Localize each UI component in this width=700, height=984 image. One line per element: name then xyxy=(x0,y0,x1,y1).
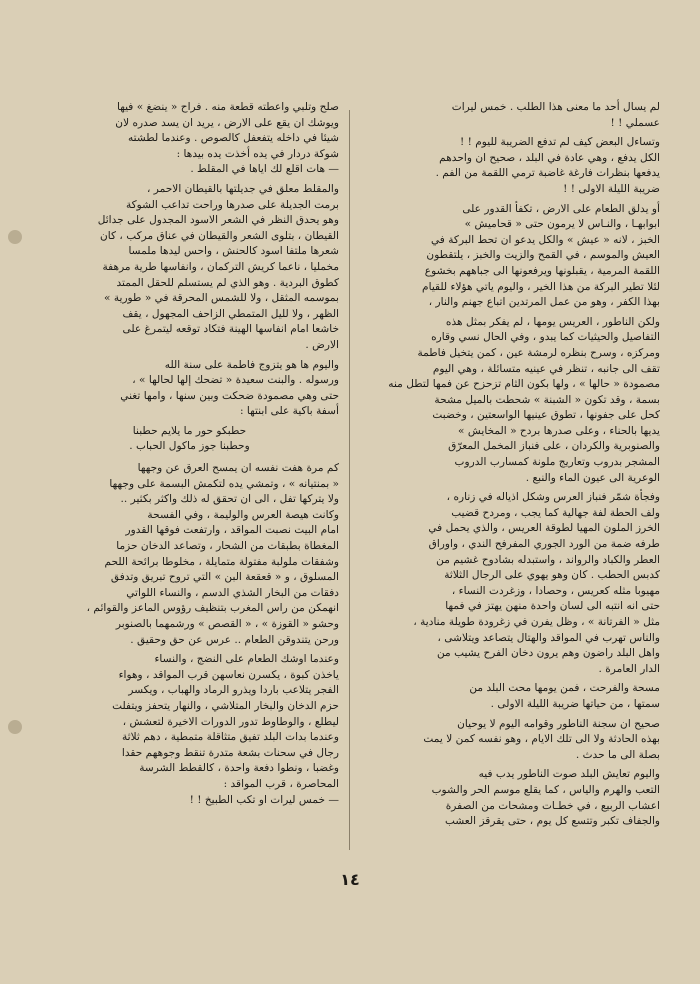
text-line: « بمنتيانه » ، وتمشي يده لتكمش البسمة على وجهها xyxy=(109,477,339,490)
text-line: ولا يتركها تفل ، الى ان تحقق له ذلك واكثر بكثير .. xyxy=(120,493,339,506)
text-line: حتى وهي مصمودة ضحكت وبين سنها ، وامها تغني xyxy=(120,389,339,402)
text-line: وشفقات ملولبة مفتولة متمايلة ، مخلوطا برائحة اللحم xyxy=(104,555,339,568)
text-line: وهو يحدق النظر في الشعر الاسود المجدول على جدائل xyxy=(97,214,339,227)
text-line: كدبس الحطب . كان وهو يهوي على الرجال الثلاثة xyxy=(444,569,660,582)
text-line: ورسوله . والبنت سعيدة « تضحك إلها لحالها » ، xyxy=(132,374,339,387)
text-line: حتى انه انتبه الى لسان واحدة منهن يهتز في فمها xyxy=(445,600,660,613)
text-line: المسلوق ، و « قعقعة البن » التي تروح تبريق وتدفق xyxy=(110,571,339,584)
text-line: والمقلط معلق في جديلتها بالقيطان الاحمر ، xyxy=(146,182,339,195)
text-line: بهذه الحادثة ولا الى تلك الايام ، وهو نفسه كمن لا يمت xyxy=(423,733,660,746)
right-column xyxy=(40,100,339,834)
text-line: مخمليا ، ناعما كريش التركمان ، وانفاسها طرية مرهفة xyxy=(102,260,339,273)
text-line: ضريبة الليلة الاولى ! ! xyxy=(563,182,660,195)
column-divider xyxy=(349,110,350,850)
text-line: واليوم تعايش البلد صوت الناطور يدب فيه xyxy=(478,768,660,781)
text-line: واليوم ها هو يتزوج فاطمة على سنة الله xyxy=(164,358,339,371)
text-line: سمتها ، من حياتها ضريبة الليلة الاولى . xyxy=(490,697,660,710)
text-line: ابوابهـا ، والنـاس لا يرمون حتى « قحاميش » xyxy=(464,218,660,231)
paragraph xyxy=(361,135,660,197)
paragraph xyxy=(40,461,339,648)
paragraph xyxy=(40,182,339,354)
text-line: والصنوبرية والكردان ، على فنباز المخمل المعرّق xyxy=(448,440,660,453)
text-line: ليطلع ، والوطاوط تدور الدورات الاخيرة لتعشش ، xyxy=(122,715,339,728)
text-line: شيئا في داخله يتفعفل كالصوص . وعندما لطشته xyxy=(127,132,339,145)
text-line: واهل البلد راضون وهم يرون دخان الفرح يشيب من xyxy=(436,647,660,660)
text-line: انهمكن من راس المغرب بتنظيف رؤوس الماعز والقوائم ، xyxy=(86,602,339,615)
paragraph xyxy=(361,681,660,712)
text-line: ولف الحطة لفة جهالية كما يجب ، ومردح قضيب xyxy=(451,506,660,519)
text-line: وغضبا ، ونطوا دفعة واحدة ، كالقطط الشرسة xyxy=(139,762,339,775)
text-line: العيش والموسم ، في القمح والزيت والخبز ، يلتقطون xyxy=(426,249,660,262)
paragraph xyxy=(361,490,660,677)
text-line: حطبكو حور ما يلايم حطبنا xyxy=(132,424,247,437)
text-line: الدار العامرة . xyxy=(598,662,660,675)
text-line: وتساءل البعض كيف لم تدفع الضريبة لليوم ! ! xyxy=(459,136,660,149)
text-line: اللقمة المرمية ، يقبلونها ويرفعونها الى جباههم بخشوع xyxy=(424,264,660,277)
paragraph xyxy=(361,767,660,829)
paragraph xyxy=(361,315,660,487)
text-line: أسفة باكية على ابنتها : xyxy=(239,405,339,418)
text-line: الوعرية الى عيون الماء والنبع . xyxy=(525,471,660,484)
text-line: الخبز ، لانه « عيش » والكل يدعو ان تحط البركة في xyxy=(430,233,660,246)
text-line: ياخذن كبوة ، يكسرن نعاسهن قرب المواقد ، وهواء xyxy=(118,668,339,681)
text-line: شعرها ملتفا اسود كالحنش ، واحس ليدها ملمسا xyxy=(128,245,339,258)
text-line: العطر والكباد والرواند ، واستبدله بشادوح غشيم من xyxy=(436,553,660,566)
text-line: والجفاف تكبر وتتسع كل يوم ، حتى يقرقز العشب xyxy=(444,815,660,828)
text-line: وكانت هيصة العرس والوليمة ، وفي الفسحة xyxy=(147,508,339,521)
text-line: — هات اقلع لك اياها في المقلط . xyxy=(190,163,339,176)
text-line: صحيح ان سجنة الناطور وقوامه اليوم لا يوحيان xyxy=(457,717,660,730)
text-line: يديها بالحناء ، وعلى صدرها بردح « المخايش » xyxy=(458,424,660,437)
paragraph xyxy=(361,202,660,311)
text-line: المحاصرة ، قرب المواقد : xyxy=(223,777,339,790)
text-line: مصمودة « حالها » ، ولها بكون الثام تزحزح عن فمها لتطل منه xyxy=(388,378,660,391)
text-line: القيطان ، بتلوى الشعر والقيطان في عناق مركب ، كان xyxy=(100,229,339,242)
text-line: بسمة ، وقد تكون « الشبنة » شحطت بالميل مشحة xyxy=(434,393,660,406)
text-line: عسملي ! ! xyxy=(610,116,660,129)
text-line: امام البيت نصبت المواقد ، وارتفعت فوقها القدور xyxy=(125,524,339,537)
text-line: صلح وتلبي واعطته قطعة منه . فراح « ينضغ » فيها xyxy=(116,101,339,113)
text-columns xyxy=(40,100,660,834)
text-line: يدفعها بنظرات فارغة غاضبة ترمي اللقمة من الفم . xyxy=(435,167,660,180)
text-line: اعشاب الربيع ، في خطـات ومشحات من الصفرة xyxy=(445,799,660,812)
text-line: مسحة والفرحت ، فمن يومها محت البلد من xyxy=(469,682,660,695)
text-line: الارض . xyxy=(305,338,339,351)
text-line: التفاصيل والحيثيات كما يبدو ، وفي الحال نسي وقاره xyxy=(431,331,660,344)
left-column xyxy=(361,100,660,834)
text-line: كطوق البردية . وهو الذي لم يستسلم للحقل الممتد xyxy=(116,276,339,289)
text-line: وعندما اوشك الطعام على النضج ، والنساء xyxy=(154,653,339,666)
text-line: كحل على جفونها ، تطوق عينيها الواسعتين ، وخضبت xyxy=(432,409,660,422)
paragraph xyxy=(361,717,660,764)
text-line: الكل يدفع ، وهي عادة في البلد ، صحيح ان واحدهم xyxy=(439,151,660,164)
punch-hole xyxy=(8,720,22,734)
text-line: برمت الجديلة على صدرها وراحت تداعب الشوكة xyxy=(125,198,339,211)
text-line: بهذا الكفر ، وهو من عمل المرتدين اتباع جهنم والنار ، xyxy=(428,296,660,309)
paragraph xyxy=(361,100,660,131)
text-line: وحشو « القوزة » ، « القصص » ورشمهما بالصنوبر xyxy=(115,618,339,630)
text-line: — خمس ليرات او تكب الطبيخ ! ! xyxy=(189,793,339,806)
text-line: مهيوبا مثله كعريس ، وحصادا ، وزغردت النساء ، xyxy=(451,584,660,597)
punch-hole xyxy=(8,230,22,244)
paragraph xyxy=(40,358,339,420)
paragraph xyxy=(40,652,339,808)
text-line: شوكة دردار في يده أخذت يده بيدها : xyxy=(176,147,339,160)
text-line: لئلا تطير البركة من هذا الخير ، واليوم ياتي هؤلاء للقيام xyxy=(422,280,660,293)
text-line: خاشعا امام انفاسها الهينة فتكاد توقعه ليتمرغ على xyxy=(122,323,339,336)
text-line: وفجأة شمّر فنباز العرس وشكل اذياله في زناره ، xyxy=(446,491,660,504)
text-line: بصلة الى ما حدث . xyxy=(575,748,660,761)
text-line: والناس تهرب في المواقد والهتال يتصاعد ويتلاشى ، xyxy=(437,631,660,644)
poem-verse xyxy=(40,424,339,455)
text-line: ومركزه ، وسرح بنظره لرمشة عين ، كمن يتخيل فاطمة xyxy=(417,346,660,359)
text-line: لم يسال أحد ما معنى هذا الطلب . خمس ليرات xyxy=(451,101,660,113)
text-line: وعندما بدات البلد تفيق متثاقلة متمطية ، دهم ثلاثة xyxy=(121,731,339,744)
text-line: مثل « الفرتانة » ، وظل يفرن في زغرودة طويلة منادية ، xyxy=(413,616,660,628)
text-line: رجال في سحنات بشعة متدرة تنقط وجوههم حقدا xyxy=(121,746,339,759)
text-line: تقف الى جانبه ، تنظر في عينيه متسائلة ، وهي اليوم xyxy=(432,362,660,375)
text-line: وحطبنا جوز ماكول الحباب . xyxy=(129,440,250,453)
text-line: المغطاة بطبقات من الشحار ، وتصاعد الدخان حزما xyxy=(116,540,339,553)
text-line: حزم الدخان والبخار المتلاشي ، والنهار يتحفز ويتفلت xyxy=(112,699,339,712)
text-line: الخرز الملون المهيا لطوقة العريس ، والذي يحمل في xyxy=(428,522,660,535)
text-line: ولكن الناطور ، العريس يومها ، لم يفكر بمثل هذه xyxy=(445,315,660,328)
text-line: الفجر يتلاعب باردا ويذرو الرماد والهباب ، ويكسر xyxy=(128,684,339,697)
text-line: أو يدلق الطعام على الارض ، تكفأ القدور على xyxy=(462,202,660,215)
text-line: ويوشك ان يقع على الارض ، يريد ان يسد صدره لان xyxy=(115,116,339,129)
text-line: المشجر بدروب وتعاريج ملونة كمسارب الدروب xyxy=(454,456,660,469)
text-line: بموسمه المثقل ، ولا للشمس المحرقة في « طورية » xyxy=(103,292,339,305)
paragraph xyxy=(40,100,339,178)
page-number: ١٤ xyxy=(340,870,360,889)
text-line: دفقات من البخار الشذي الدسم ، والنساء اللواتي xyxy=(126,586,339,599)
text-line: طرفه ضمة من الورد الجوري المفرفح الندي ، واوراق xyxy=(428,538,660,551)
text-line: التعب والهرم والياس ، كما يقلع موسم الحر والشوب xyxy=(431,783,660,796)
text-line: كم مرة هفت نفسه ان يمسح العرق عن وجهها xyxy=(137,462,339,475)
text-line: ورحن يتندوقن الطعام .. عرس عن حق وحقيق . xyxy=(130,633,339,646)
text-line: الظهر ، ولا لليل المتمطي الزاحف المجهول ، يقف xyxy=(122,307,339,320)
